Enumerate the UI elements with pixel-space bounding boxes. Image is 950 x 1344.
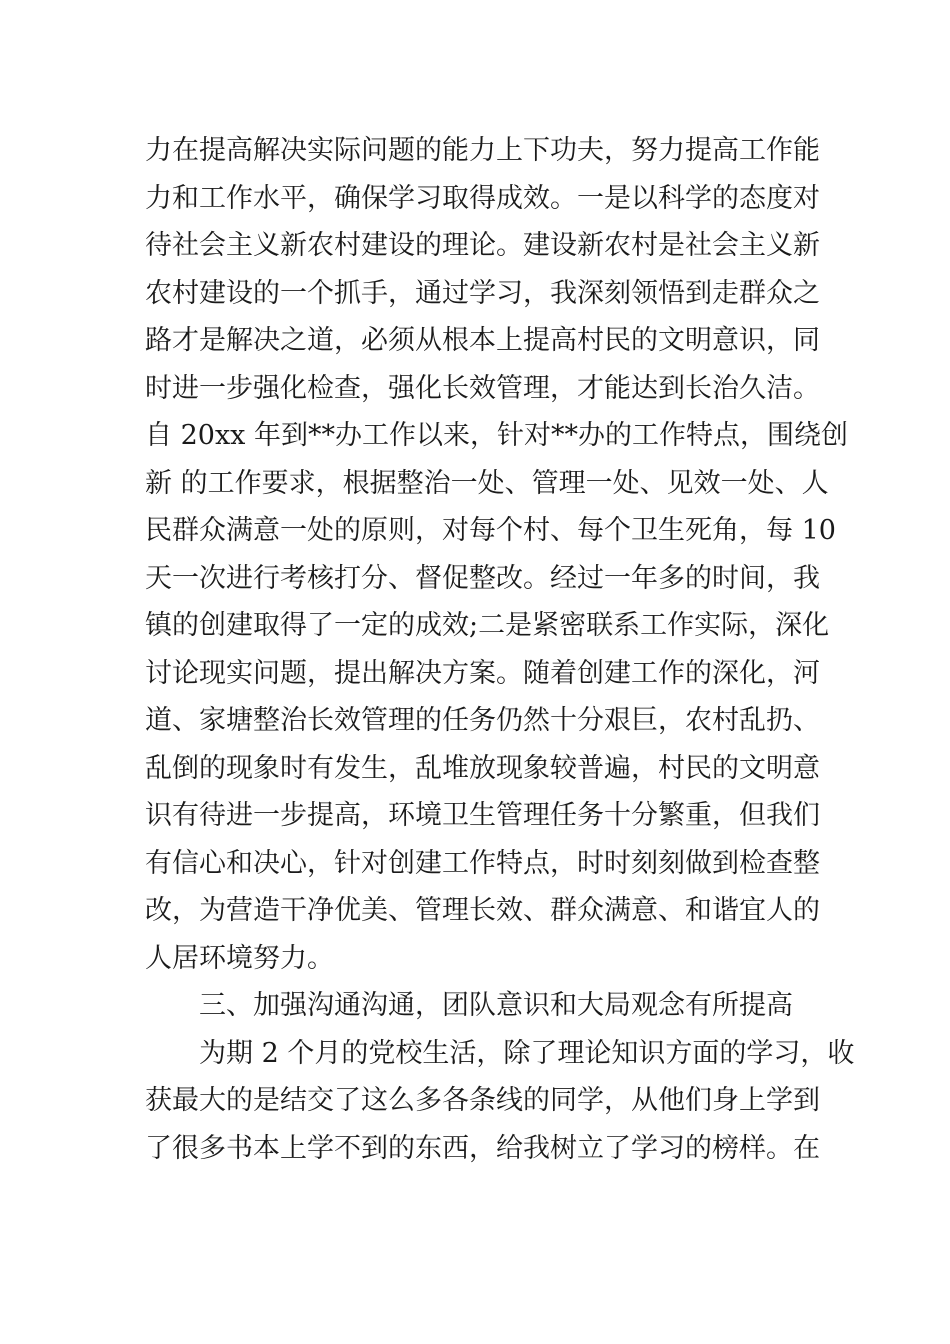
document-body	[145, 127, 855, 1172]
text-line: 镇的创建取得了一定的成效;二是紧密联系工作实际，深化	[145, 610, 830, 641]
text-line: 自 20xx 年到**办工作以来，针对**办的工作特点，围绕创	[145, 420, 848, 451]
text-line: 了很多书本上学不到的东西，给我树立了学习的榜样。在	[145, 1132, 820, 1164]
text-line: 识有待进一步提高，环境卫生管理任务十分繁重，但我们	[145, 800, 820, 831]
text-line: 道、家塘整治长效管理的任务仍然十分艰巨，农村乱扔、	[145, 705, 820, 736]
text-line: 为期 2 个月的党校生活，除了理论知识方面的学习，收	[199, 1037, 855, 1069]
text-line: 民群众满意一处的原则，对每个村、每个卫生死角，每 10	[145, 515, 836, 546]
text-line: 力在提高解决实际问题的能力上下功夫，努力提高工作能	[145, 135, 820, 166]
text-line: 人居环境努力。	[145, 942, 334, 974]
text-line: 乱倒的现象时有发生，乱堆放现象较普遍，村民的文明意	[145, 752, 820, 784]
text-line: 新 的工作要求，根据整治一处、管理一处、见效一处、人	[145, 467, 829, 499]
text-line: 讨论现实问题，提出解决方案。随着创建工作的深化，河	[145, 657, 820, 689]
text-line: 获最大的是结交了这么多各条线的同学，从他们身上学到	[145, 1085, 820, 1116]
text-line: 路才是解决之道，必须从根本上提高村民的文明意识，同	[145, 325, 820, 356]
section-heading: 三、加强沟通沟通，团队意识和大局观念有所提高	[199, 990, 793, 1021]
text-line: 有信心和决心，针对创建工作特点，时时刻刻做到检查整	[145, 847, 820, 879]
text-line: 农村建设的一个抓手，通过学习，我深刻领悟到走群众之	[145, 277, 820, 309]
text-line: 时进一步强化检查，强化长效管理，才能达到长治久洁。	[145, 372, 820, 404]
text-line: 改，为营造干净优美、管理长效、群众满意、和谐宜人的	[145, 895, 820, 926]
text-line: 待社会主义新农村建设的理论。建设新农村是社会主义新	[145, 230, 820, 261]
text-line: 力和工作水平，确保学习取得成效。一是以科学的态度对	[145, 182, 820, 214]
text-line: 天一次进行考核打分、督促整改。经过一年多的时间，我	[145, 562, 820, 594]
